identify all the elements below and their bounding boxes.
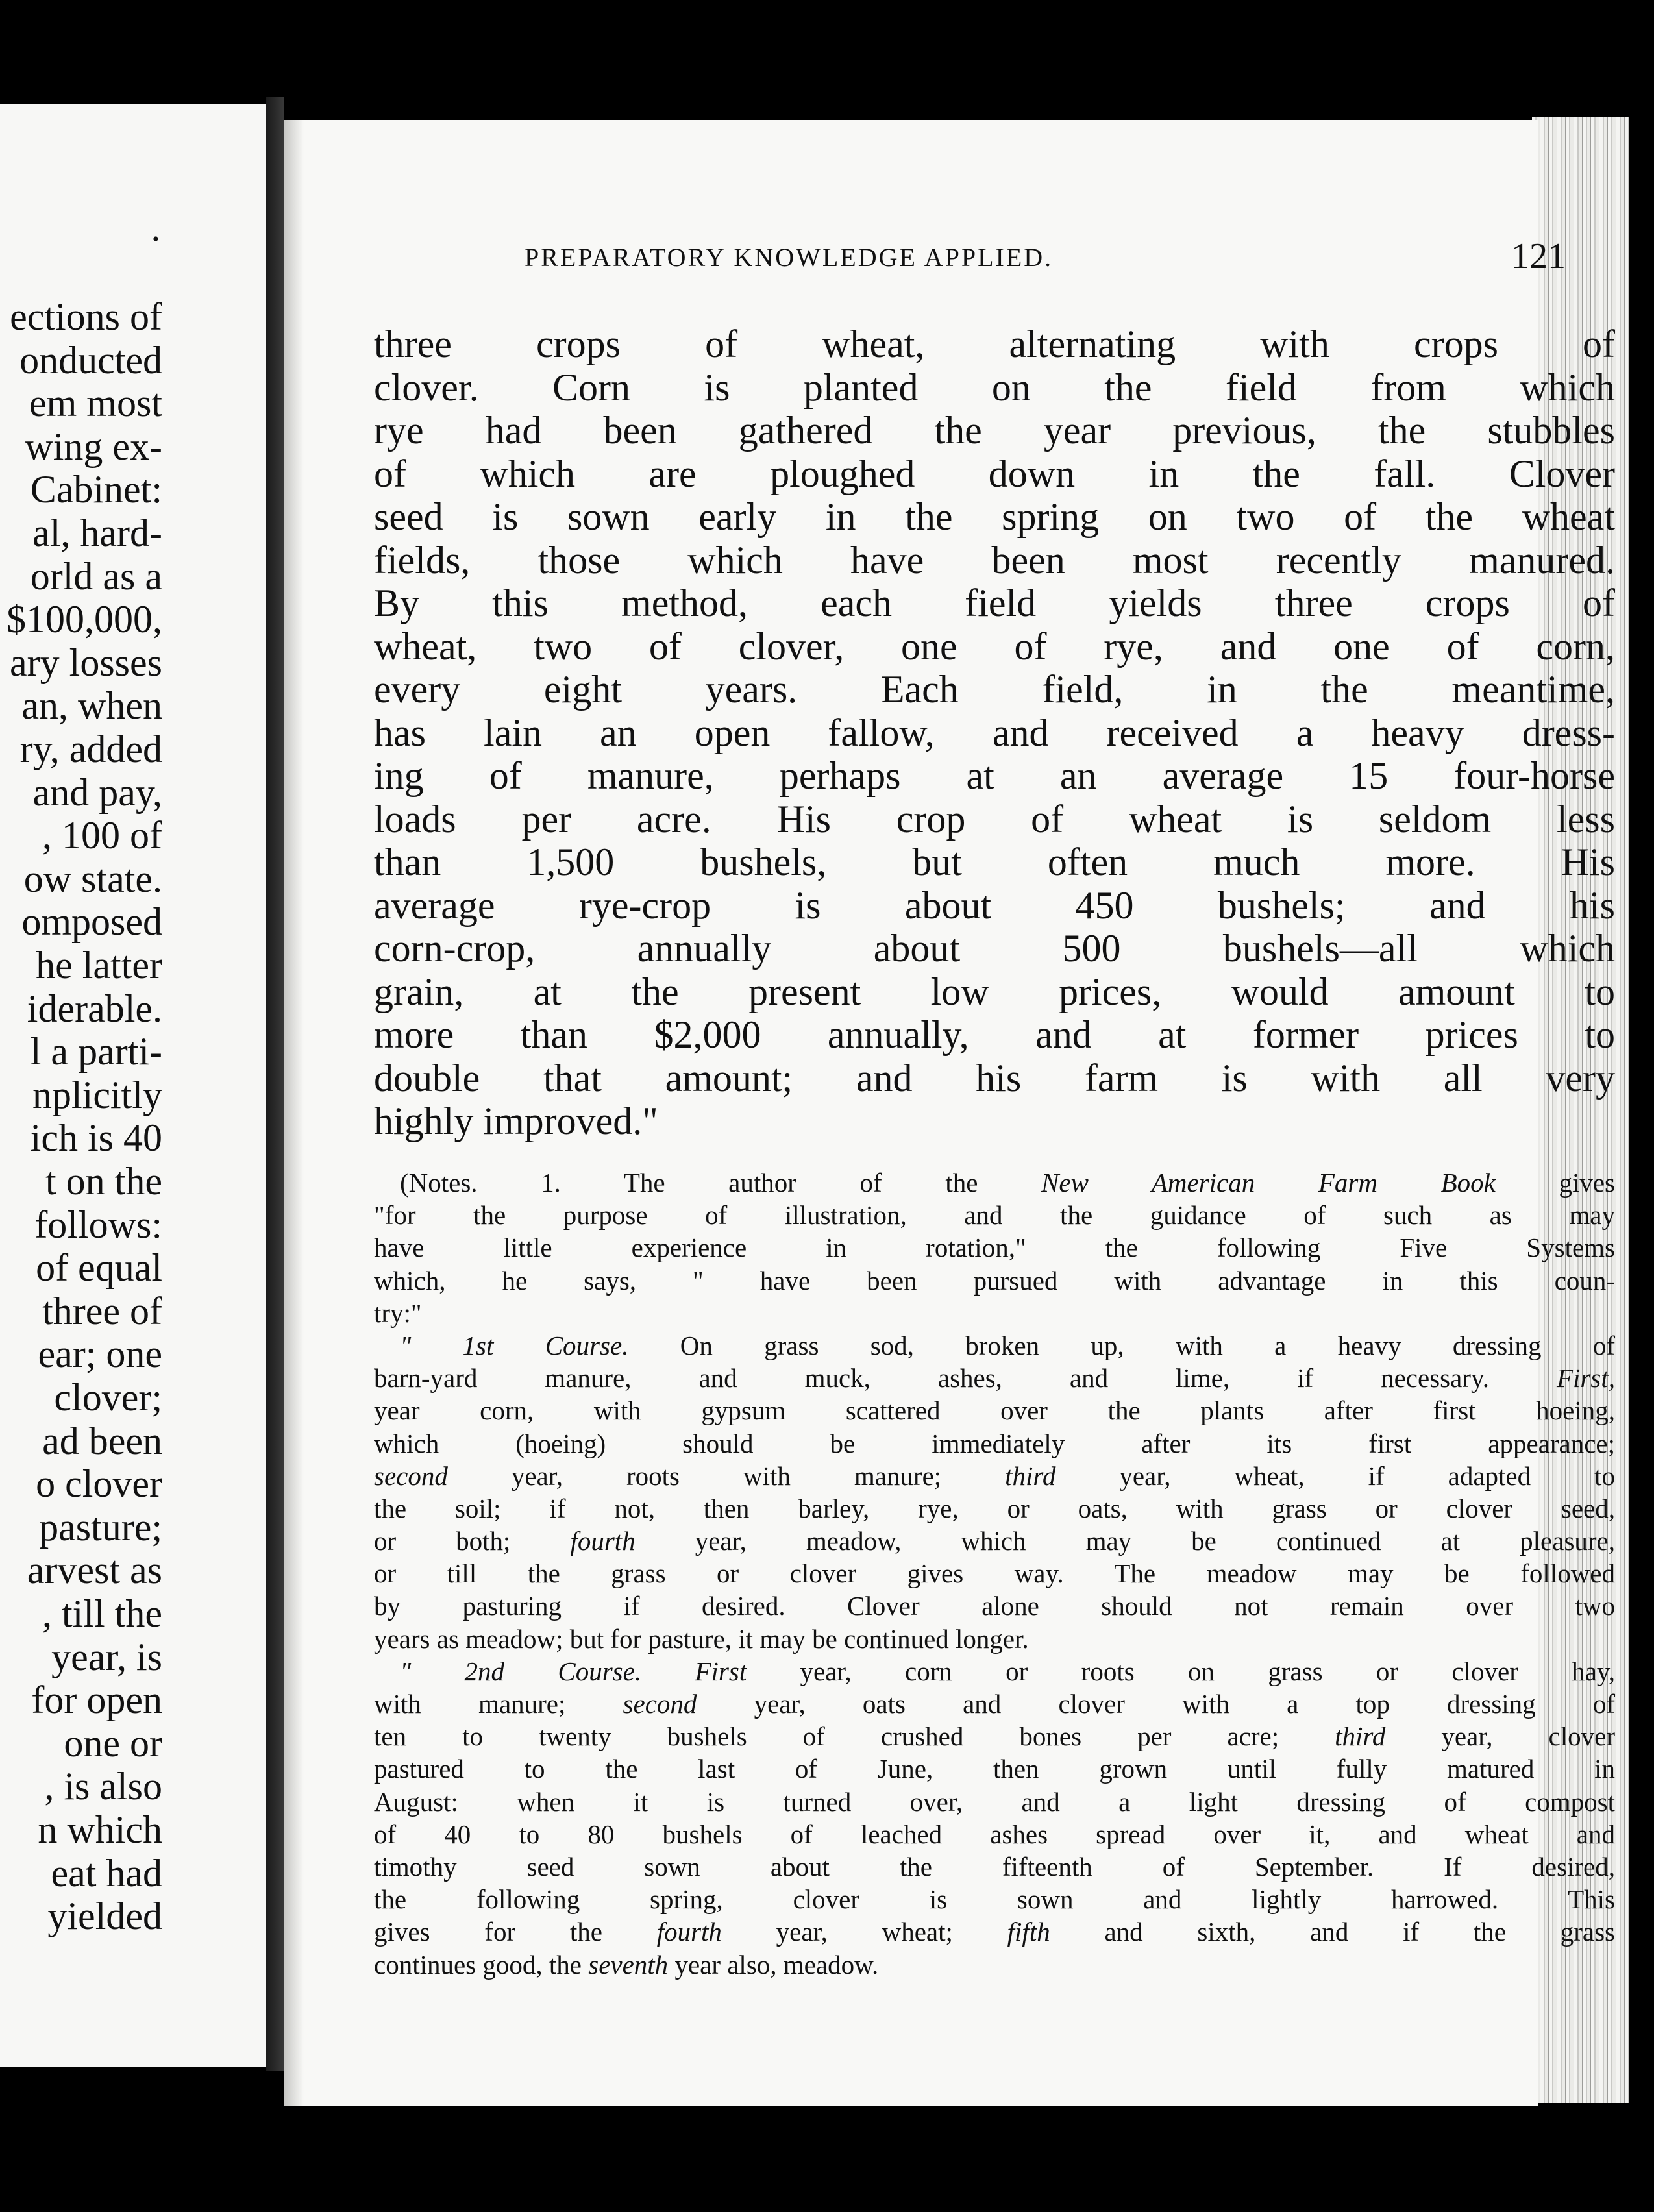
left-page-fragment: onducted (19, 338, 162, 382)
body-line: has lain an open fallow, and received a heavy dress- (374, 711, 1615, 754)
note-line: the soil; if not, then barley, rye, or oats, with grass or clover seed, (374, 1493, 1615, 1523)
page-number: 121 (1511, 236, 1566, 276)
body-line: double that amount; and his farm is with all very (374, 1056, 1615, 1100)
note-line: gives for the fourth year, wheat; fifth and sixth, and if the grass (374, 1917, 1615, 1947)
left-page-fragment: iderable. (27, 987, 162, 1030)
left-page-fragment: · (149, 217, 162, 260)
note-line: year corn, with gypsum scattered over the plants after first hoeing, (374, 1395, 1615, 1426)
note-line: try:" (374, 1297, 422, 1328)
left-page (0, 104, 268, 2067)
left-page-fragment: ear; one (38, 1333, 162, 1376)
gutter-shadow (284, 120, 304, 2106)
note-line: of 40 to 80 bushels of leached ashes spread over it, and wheat and (374, 1819, 1615, 1849)
body-line: grain, at the present low prices, would amount to (374, 970, 1615, 1013)
left-page-fragment: eat had (51, 1851, 162, 1895)
body-line: corn-crop, annually about 500 bushels—all which (374, 927, 1615, 970)
left-page-fragment: , 100 of (42, 814, 162, 857)
note-line: ten to twenty bushels of crushed bones per acre; third year, clover (374, 1721, 1615, 1752)
body-line: more than $2,000 annually, and at former prices to (374, 1013, 1615, 1056)
note-line: timothy seed sown about the fifteenth of September. If desired, (374, 1851, 1615, 1882)
body-line: three crops of wheat, alternating with crops of (374, 323, 1615, 365)
body-line: average rye-crop is about 450 bushels; and his (374, 883, 1615, 927)
body-line: By this method, each field yields three crops of (374, 582, 1615, 624)
body-line: clover. Corn is planted on the field from which (374, 365, 1615, 409)
note-line: years as meadow; but for pasture, it may be continued longer. (374, 1623, 1029, 1654)
left-page-fragment: arvest as (27, 1549, 162, 1592)
body-line: wheat, two of clover, one of rye, and one of corn, (374, 624, 1615, 668)
left-page-fragment: follows: (34, 1203, 162, 1246)
notes-block (374, 1166, 1615, 1981)
left-page-fragment: three of (42, 1289, 162, 1333)
book-gutter (266, 97, 284, 2071)
left-page-fragment: for open (31, 1678, 162, 1722)
note-line: the following spring, clover is sown and lightly harrowed. This (374, 1884, 1615, 1915)
left-page-fragment: of equal (36, 1246, 162, 1290)
left-page-fragment: ich is 40 (30, 1116, 162, 1160)
body-line: than 1,500 bushels, but often much more. His (374, 841, 1615, 883)
left-page-fragment: ary losses (10, 641, 162, 684)
note-line: which, he says, " have been pursued with advantage in this coun- (374, 1265, 1615, 1296)
body-text (374, 323, 1615, 1143)
left-page-fragment: ow state. (23, 857, 162, 900)
left-page-fragment: nplicitly (32, 1073, 162, 1116)
left-page-fragment: , is also (44, 1765, 162, 1808)
left-page-fragment: year, is (51, 1635, 162, 1678)
left-page-fragment: and pay, (32, 770, 162, 814)
note-line: continues good, the seventh year also, meadow. (374, 1949, 879, 1980)
left-page-fragment: ections of (10, 295, 162, 338)
note-line: "for the purpose of illustration, and the guidance of such as may (374, 1200, 1615, 1231)
body-line: of which are ploughed down in the fall. Clover (374, 452, 1615, 495)
note-line: by pasturing if desired. Clover alone should not remain over two (374, 1591, 1615, 1621)
note-line: barn-yard manure, and muck, ashes, and lime, if necessary. First, (374, 1363, 1615, 1394)
left-page-fragment: Cabinet: (30, 468, 162, 511)
note-line: or till the grass or clover gives way. The meadow may be followed (374, 1558, 1615, 1589)
body-line: rye had been gathered the year previous, the stubbles (374, 409, 1615, 452)
note-line: (Notes. 1. The author of the New American Farm Book gives (400, 1168, 1615, 1198)
left-page-fragment: ad been (42, 1419, 162, 1462)
left-page-fragment: orld as a (30, 554, 162, 598)
left-page-fragment: clover; (54, 1376, 162, 1419)
body-line: highly improved." (374, 1100, 658, 1142)
note-line: second year, roots with manure; third year, wheat, if adapted to (374, 1460, 1615, 1491)
left-page-fragment: t on the (45, 1160, 162, 1203)
left-page-fragment: l a parti- (30, 1030, 162, 1074)
left-page-fragment: an, when (21, 684, 162, 728)
body-line: seed is sown early in the spring on two of the wheat (374, 495, 1615, 538)
body-line: loads per acre. His crop of wheat is seldom less (374, 797, 1615, 841)
note-line: which (hoeing) should be immediately after its first appearance; (374, 1428, 1615, 1458)
left-page-fragment: yielded (47, 1895, 162, 1938)
note-line: have little experience in rotation," the following Five Systems (374, 1233, 1615, 1263)
body-line: ing of manure, perhaps at an average 15 four-horse (374, 754, 1615, 797)
note-line: " 2nd Course. First year, corn or roots on grass or clover hay, (400, 1656, 1615, 1686)
left-page-fragment: em most (29, 382, 162, 425)
left-page-fragment: n which (38, 1808, 162, 1851)
left-page-fragment: omposed (21, 900, 162, 944)
left-page-fragment: pasture; (39, 1505, 162, 1549)
left-page-fragment: , till the (42, 1592, 162, 1635)
left-page-fragment: he latter (36, 944, 162, 987)
right-page (284, 120, 1615, 2106)
left-page-fragment: o clover (36, 1462, 162, 1506)
note-line: with manure; second year, oats and clover with a top dressing of (374, 1689, 1615, 1719)
body-line: fields, those which have been most recently manured. (374, 538, 1615, 582)
body-line: every eight years. Each field, in the meantime, (374, 668, 1615, 711)
running-head: PREPARATORY KNOWLEDGE APPLIED. (525, 243, 1054, 272)
note-line: or both; fourth year, meadow, which may be continued at pleasure, (374, 1526, 1615, 1556)
left-page-fragment: al, hard- (32, 511, 162, 554)
left-page-fragment: $100,000, (6, 598, 162, 641)
note-line: " 1st Course. On grass sod, broken up, with a heavy dressing of (400, 1330, 1615, 1360)
left-page-fragment: ry, added (19, 728, 162, 770)
note-line: pastured to the last of June, then grown until fully matured in (374, 1754, 1615, 1784)
note-line: August: when it is turned over, and a light dressing of compost (374, 1786, 1615, 1817)
left-page-fragment: wing ex- (25, 424, 162, 468)
left-page-fragment: one or (64, 1721, 162, 1765)
